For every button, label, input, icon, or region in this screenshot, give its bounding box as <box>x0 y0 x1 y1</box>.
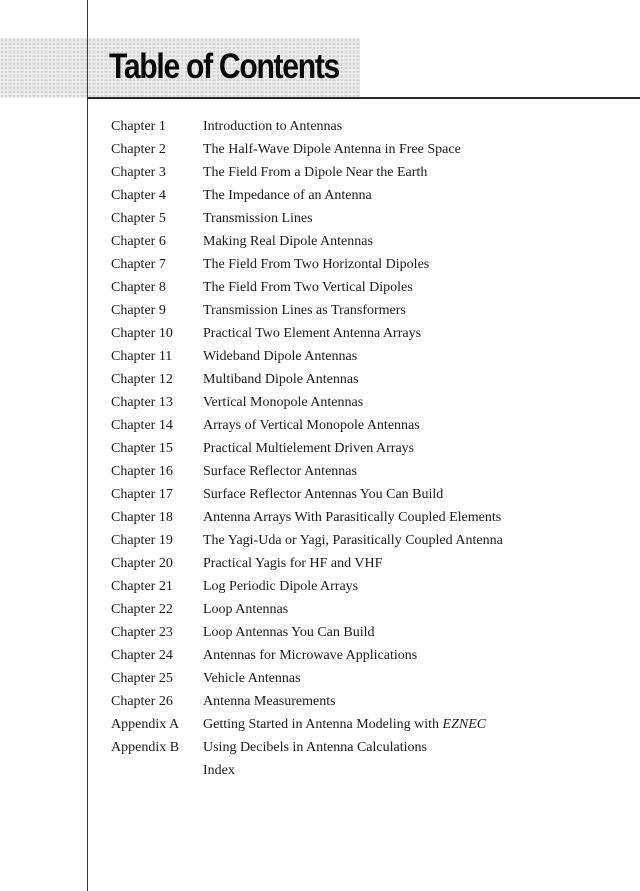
toc-entry-title-text: Surface Reflector Antennas You Can Build <box>203 487 444 502</box>
toc-entry[interactable] <box>111 115 631 138</box>
toc-entry[interactable] <box>111 414 631 437</box>
toc-entry-title <box>203 644 417 667</box>
toc-entry-title-text: Index <box>203 763 235 778</box>
toc-entry-number: Chapter 20 <box>111 556 173 571</box>
toc-entry-number: Chapter 4 <box>111 188 166 203</box>
toc-entry[interactable] <box>111 437 631 460</box>
toc-entry-title <box>203 736 427 759</box>
toc-entry-number: Chapter 12 <box>111 372 173 387</box>
toc-entry-title-text: Loop Antennas <box>203 602 289 617</box>
toc-entry[interactable] <box>111 253 631 276</box>
toc-entry-title-text: Antennas for Microwave Applications <box>203 648 418 663</box>
toc-entry-title-text: The Yagi-Uda or Yagi, Parasitically Coupled Antenna <box>203 533 503 548</box>
toc-entry-number: Chapter 10 <box>111 326 173 341</box>
toc-entry-title-text: The Half-Wave Dipole Antenna in Free Space <box>203 142 461 157</box>
toc-entry-title <box>203 368 359 391</box>
toc-entry-number: Chapter 21 <box>111 579 173 594</box>
toc-entry-title-text: Vehicle Antennas <box>203 671 301 686</box>
toc-entry-title <box>203 115 342 138</box>
toc-entry-title <box>203 690 336 713</box>
toc-entry-number: Chapter 26 <box>111 694 173 709</box>
toc-entry[interactable] <box>111 690 631 713</box>
header-horizontal-rule <box>87 97 640 99</box>
toc-entry-title <box>203 161 427 184</box>
toc-entry-number: Appendix B <box>111 740 180 755</box>
margin-vertical-rule <box>87 0 88 891</box>
toc-entry-title-text: Vertical Monopole Antennas <box>203 395 364 410</box>
toc-entry-number: Chapter 3 <box>111 165 166 180</box>
toc-entry[interactable] <box>111 276 631 299</box>
toc-entry-number: Chapter 14 <box>111 418 173 433</box>
toc-entry[interactable] <box>111 161 631 184</box>
toc-entry-title-emphasis: EZNEC <box>442 717 487 732</box>
toc-entry[interactable] <box>111 736 631 759</box>
toc-entry-title <box>203 391 363 414</box>
toc-entry-title-text: Transmission Lines as Transformers <box>203 303 406 318</box>
toc-entry-number: Chapter 18 <box>111 510 173 525</box>
toc-entry-title-text: Practical Multielement Driven Arrays <box>203 441 415 456</box>
toc-entry-title <box>203 621 375 644</box>
toc-entry[interactable] <box>111 483 631 506</box>
toc-entry-title <box>203 299 406 322</box>
toc-entry-title-text: Log Periodic Dipole Arrays <box>203 579 359 594</box>
toc-entry-number: Appendix A <box>111 717 180 732</box>
toc-entry-title <box>203 713 486 736</box>
toc-entry-number: Chapter 19 <box>111 533 173 548</box>
toc-list <box>111 115 631 782</box>
toc-entry-title <box>203 552 382 575</box>
toc-entry-title <box>203 575 358 598</box>
toc-entry[interactable] <box>111 552 631 575</box>
toc-entry-title <box>203 460 357 483</box>
toc-entry-title-text: The Field From a Dipole Near the Earth <box>203 165 428 180</box>
toc-entry-title <box>203 437 414 460</box>
toc-entry-title-text: Multiband Dipole Antennas <box>203 372 359 387</box>
toc-entry-title-text: Practical Yagis for HF and VHF <box>203 556 383 571</box>
toc-entry-title-text: Getting Started in Antenna Modeling with <box>203 717 443 732</box>
toc-entry[interactable] <box>111 713 631 736</box>
toc-entry[interactable] <box>111 506 631 529</box>
toc-entry-number: Chapter 5 <box>111 211 166 226</box>
toc-entry-title <box>203 184 372 207</box>
toc-entry-title-text: The Field From Two Horizontal Dipoles <box>203 257 430 272</box>
toc-entry-title <box>203 207 313 230</box>
toc-entry-title <box>203 345 357 368</box>
toc-entry-number: Chapter 25 <box>111 671 173 686</box>
toc-entry[interactable] <box>111 529 631 552</box>
toc-entry-title-text: Transmission Lines <box>203 211 313 226</box>
toc-entry-title <box>203 483 443 506</box>
toc-entry-number: Chapter 1 <box>111 119 166 134</box>
toc-entry[interactable] <box>111 391 631 414</box>
toc-entry[interactable] <box>111 207 631 230</box>
toc-entry-title <box>203 230 373 253</box>
toc-entry[interactable] <box>111 368 631 391</box>
toc-entry[interactable] <box>111 460 631 483</box>
toc-entry[interactable] <box>111 345 631 368</box>
toc-entry-number: Chapter 9 <box>111 303 166 318</box>
toc-entry-title-text: Arrays of Vertical Monopole Antennas <box>203 418 420 433</box>
toc-entry-title <box>203 138 461 161</box>
toc-entry[interactable] <box>111 299 631 322</box>
toc-entry-number: Chapter 13 <box>111 395 173 410</box>
toc-entry-title <box>203 598 288 621</box>
toc-entry[interactable] <box>111 575 631 598</box>
toc-entry[interactable] <box>111 759 631 782</box>
toc-entry-title <box>203 529 503 552</box>
toc-entry-number: Chapter 17 <box>111 487 173 502</box>
toc-entry[interactable] <box>111 598 631 621</box>
toc-entry-number: Chapter 22 <box>111 602 173 617</box>
toc-entry-number: Chapter 24 <box>111 648 173 663</box>
toc-entry[interactable] <box>111 184 631 207</box>
toc-entry-title-text: Making Real Dipole Antennas <box>203 234 373 249</box>
toc-entry-number: Chapter 11 <box>111 349 173 364</box>
toc-entry-title <box>203 506 501 529</box>
toc-entry[interactable] <box>111 138 631 161</box>
toc-entry[interactable] <box>111 644 631 667</box>
toc-entry-title <box>203 253 429 276</box>
toc-entry-number: Chapter 6 <box>111 234 166 249</box>
toc-entry-title-text: The Impedance of an Antenna <box>203 188 372 203</box>
toc-entry[interactable] <box>111 230 631 253</box>
toc-entry-number: Chapter 7 <box>111 257 166 272</box>
toc-entry-title <box>203 667 301 690</box>
page-title: Table of Contents <box>109 47 340 86</box>
toc-entry-number: Chapter 23 <box>111 625 173 640</box>
toc-entry[interactable] <box>111 667 631 690</box>
toc-entry-title <box>203 276 413 299</box>
toc-entry-title-text: Using Decibels in Antenna Calculations <box>203 740 427 755</box>
toc-entry-title-text: Wideband Dipole Antennas <box>203 349 358 364</box>
toc-entry-number: Chapter 2 <box>111 142 166 157</box>
toc-entry-title-text: Introduction to Antennas <box>203 119 343 134</box>
toc-entry-title-text: Loop Antennas You Can Build <box>203 625 375 640</box>
toc-entry[interactable] <box>111 322 631 345</box>
toc-entry-title-text: The Field From Two Vertical Dipoles <box>203 280 413 295</box>
toc-entry-title <box>203 414 420 437</box>
toc-entry-number: Chapter 15 <box>111 441 173 456</box>
toc-entry-title-text: Practical Two Element Antenna Arrays <box>203 326 422 341</box>
toc-entry-number: Chapter 8 <box>111 280 166 295</box>
toc-entry[interactable] <box>111 621 631 644</box>
toc-entry-number: Chapter 16 <box>111 464 173 479</box>
toc-entry-title-text: Antenna Measurements <box>203 694 336 709</box>
toc-entry-title <box>203 759 235 782</box>
toc-entry-title-text: Surface Reflector Antennas <box>203 464 357 479</box>
toc-entry-title-text: Antenna Arrays With Parasitically Coupled Elements <box>203 510 502 525</box>
toc-entry-title <box>203 322 421 345</box>
